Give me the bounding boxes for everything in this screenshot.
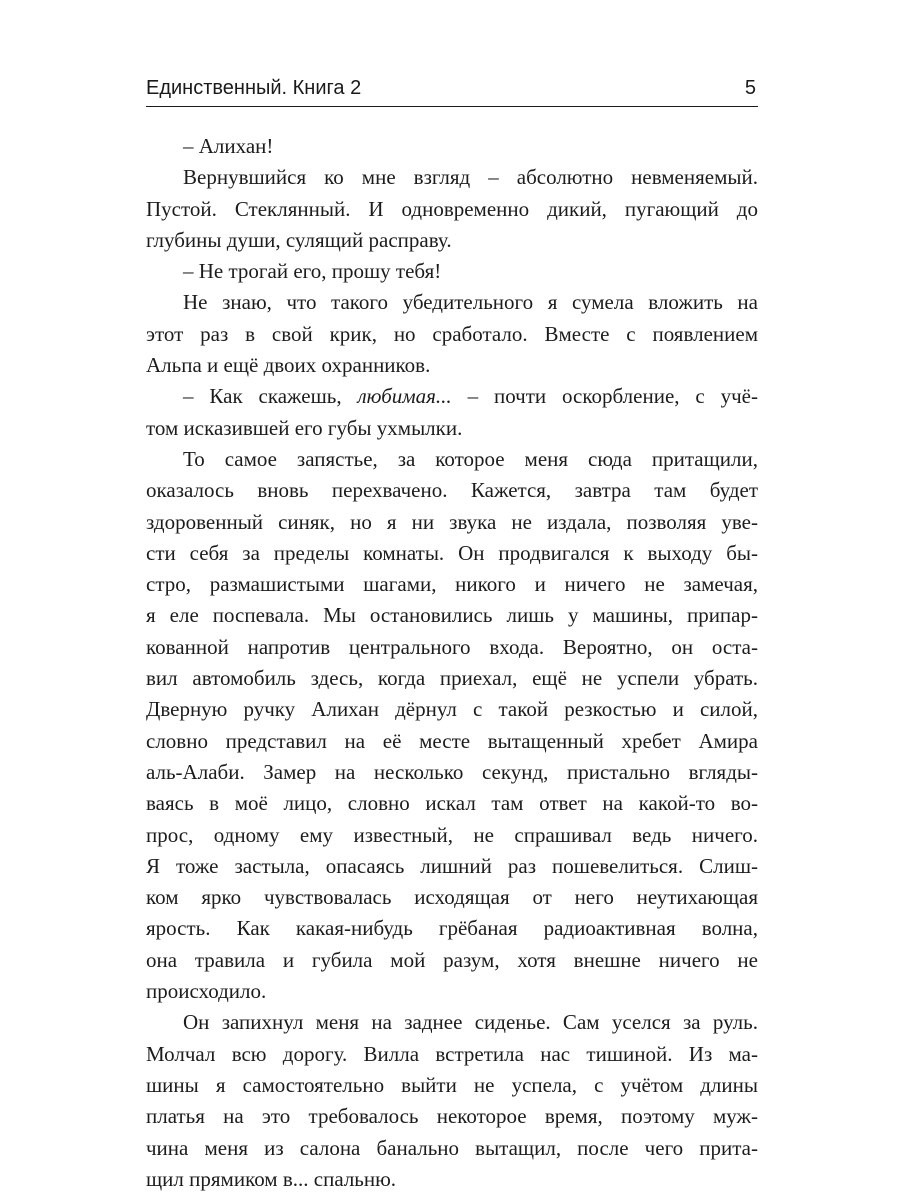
text-line: оказалось вновь перехвачено. Кажется, завтра там будет [146, 478, 758, 503]
page-number: 5 [744, 77, 756, 99]
text-line: Дверную ручку Алихан дёрнул с такой резкостью и силой, [146, 697, 758, 722]
text-line: словно представил на её месте вытащенный хребет Амира [146, 728, 758, 753]
text-line: Я тоже застыла, опасаясь лишний раз пошевелиться. Слиш- [146, 853, 758, 878]
text-line: вил автомобиль здесь, когда приехал, ещё не успели убрать. [146, 666, 758, 691]
text-line: Пустой. Стеклянный. И одновременно дикий, пугающий до [146, 196, 758, 221]
text-line: происходило. [146, 979, 267, 1004]
text-line: глубины души, сулящий расправу. [146, 227, 452, 252]
text-line: платья на это требовалось некоторое время, поэтому муж- [146, 1104, 758, 1129]
text-line: она травила и губила мой разум, хотя внешне ничего не [146, 947, 758, 972]
text-segment: – почти оскорбление, с учё- [451, 384, 758, 409]
text-line: Альпа и ещё двоих охранников. [146, 353, 431, 378]
text-line: Не знаю, что такого убедительного я сумела вложить на [183, 290, 758, 315]
text-line: аль-Алаби. Замер на несколько секунд, пристально вгляды- [146, 759, 758, 784]
text-line: Вернувшийся ко мне взгляд – абсолютно невменяемый. [183, 165, 758, 190]
text-line: То самое запястье, за которое меня сюда притащили, [183, 446, 758, 471]
text-line: – Не трогай его, прошу тебя! [183, 259, 442, 284]
header-rule [146, 106, 758, 107]
running-header [146, 74, 758, 102]
text-line: ваясь в моё лицо, словно искал там ответ на какой-то во- [146, 791, 758, 816]
text-line: щил прямиком в... спальню. [146, 1166, 397, 1191]
text-line: Он запихнул меня на заднее сиденье. Сам уселся за руль. [183, 1010, 758, 1035]
body-text [146, 131, 758, 1195]
text-line: кованной напротив центрального входа. Вероятно, он оста- [146, 634, 758, 659]
text-line: шины я самостоятельно выйти не успела, с учётом длины [146, 1072, 758, 1097]
text-segment: – Как скажешь, [183, 384, 358, 409]
text-line: здоровенный синяк, но я ни звука не издала, позволяя уве- [146, 509, 758, 534]
text-line: чина меня из салона банально вытащил, после чего прита- [146, 1135, 758, 1160]
text-line: стро, размашистыми шагами, никого и ничего не замечая, [146, 572, 758, 597]
italic-word: любимая... [357, 384, 452, 409]
text-line: этот раз в свой крик, но сработало. Вместе с появлением [146, 321, 758, 346]
text-line: я еле поспевала. Мы остановились лишь у машины, припар- [146, 603, 758, 628]
text-line: том исказившей его губы ухмылки. [146, 415, 463, 440]
text-line: – Алихан! [183, 134, 274, 158]
running-title: Единственный. Книга 2 [146, 77, 362, 99]
text-line: Молчал всю дорогу. Вилла встретила нас тишиной. Из ма- [146, 1041, 758, 1066]
text-line: ком ярко чувствовалась исходящая от него неутихающая [146, 885, 758, 910]
text-line: сти себя за пределы комнаты. Он продвигался к выходу бы- [146, 540, 758, 565]
text-line [146, 381, 758, 412]
text-line: ярость. Как какая-нибудь грёбаная радиоактивная волна, [146, 916, 758, 941]
text-line: прос, одному ему известный, не спрашивал ведь ничего. [146, 822, 758, 847]
